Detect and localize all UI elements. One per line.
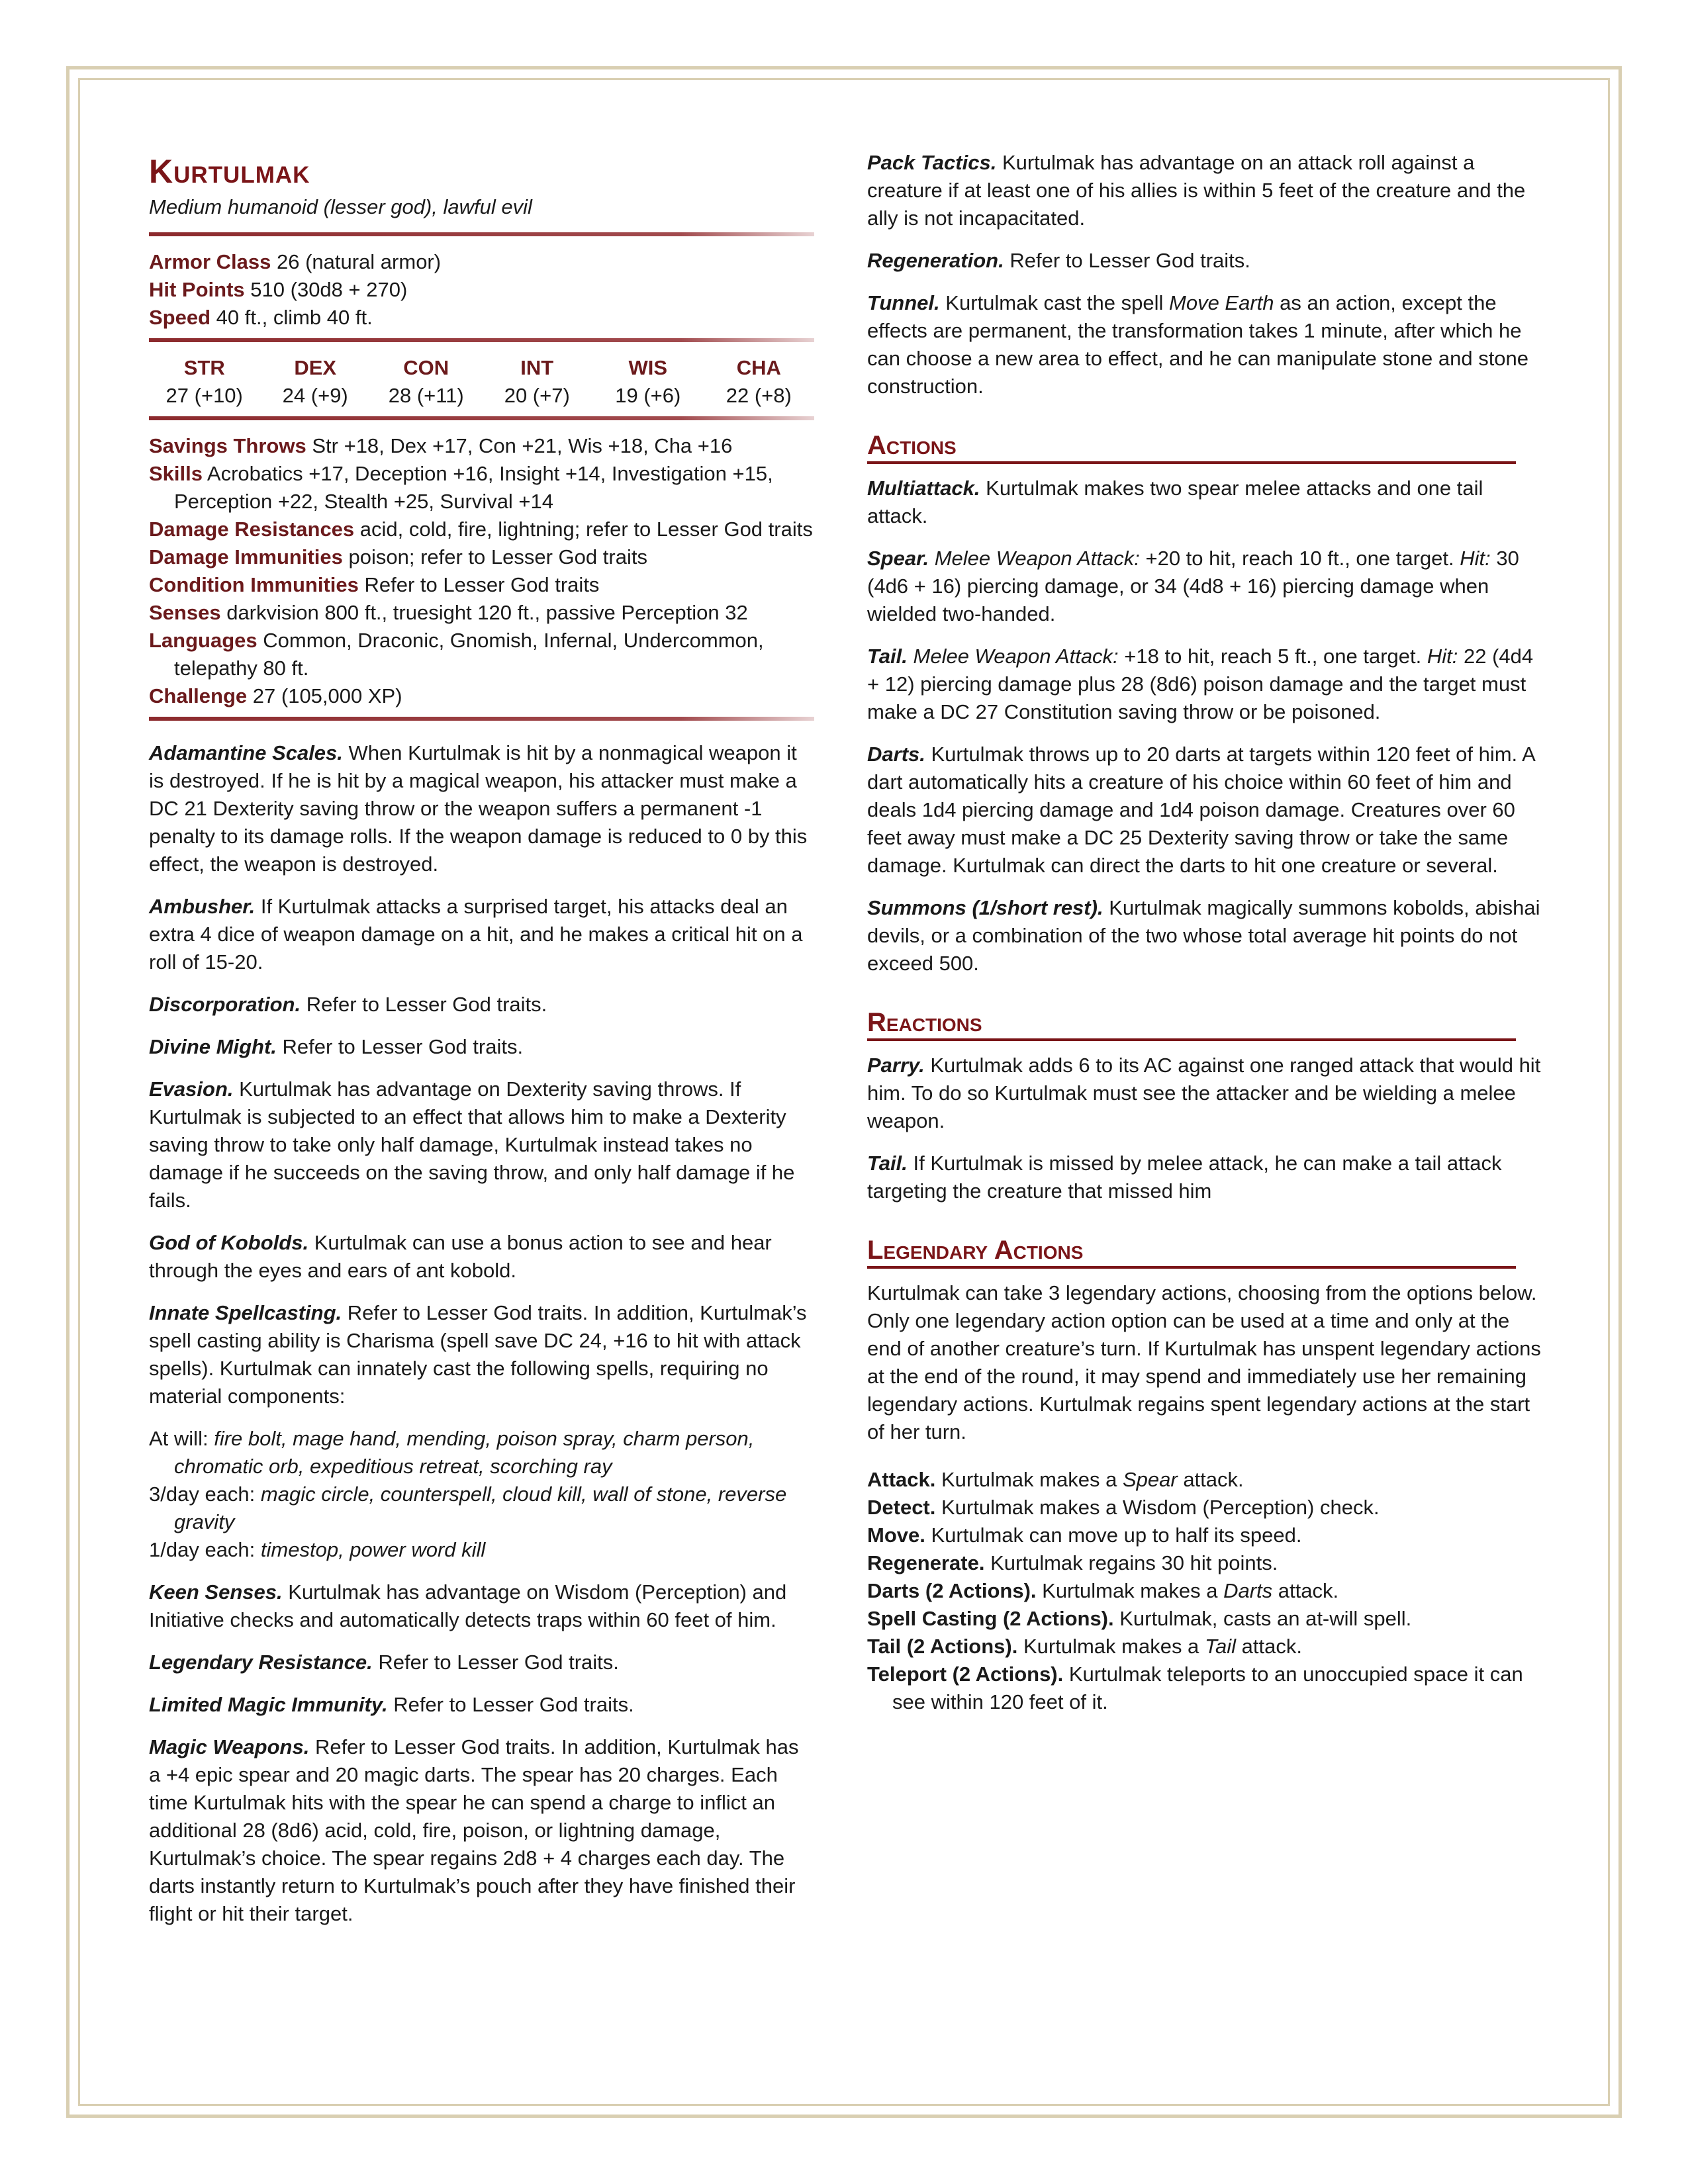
damage-immunities [149, 543, 814, 571]
spell-frequency: 3/day each: [149, 1482, 256, 1506]
damage-resistances [149, 516, 814, 543]
ability-str [149, 354, 259, 410]
trait-regeneration [867, 247, 1542, 275]
legendary-detect [867, 1494, 1542, 1522]
hit-points [149, 276, 814, 304]
legendary-tail [867, 1633, 1542, 1661]
action-text: +20 to hit, reach 10 ft., one target. [1145, 547, 1454, 570]
legendary-text: Kurtulmak, casts an at-will spell. [1119, 1607, 1412, 1630]
action-name: Darts. [867, 743, 925, 766]
prop-value: 26 (natural armor) [276, 250, 442, 273]
action-tail [867, 643, 1542, 726]
legendary-text: Kurtulmak makes a [1042, 1579, 1218, 1602]
action-name: Tail. [867, 645, 908, 668]
legendary-name: Attack. [867, 1468, 936, 1491]
legendary-text: attack. [1183, 1468, 1244, 1491]
prop-value: 40 ft., climb 40 ft. [216, 306, 373, 329]
prop-label: Languages [149, 629, 258, 652]
spell-names: magic circle, counterspell, cloud kill, wall of stone, reverse gravity [174, 1482, 787, 1533]
legendary-name: Spell Casting (2 Actions). [867, 1607, 1114, 1630]
legendary-move [867, 1522, 1542, 1549]
reaction-name: Parry. [867, 1054, 925, 1077]
trait-limited-magic-immunity [149, 1691, 814, 1719]
spell-names: timestop, power word kill [260, 1538, 486, 1561]
spell-frequency: 1/day each: [149, 1538, 256, 1561]
divider [149, 717, 814, 721]
legendary-text: attack. [1278, 1579, 1339, 1602]
action-text: 30 (4d6 + 16) piercing damage, or 34 (4d8 + 16) piercing damage when wielded two-handed. [867, 547, 1519, 625]
prop-value: poison; refer to Lesser God traits [348, 545, 647, 569]
ability-scores [149, 354, 814, 410]
trait-keen-senses [149, 1578, 814, 1634]
trait-text: If Kurtulmak attacks a surprised target, his attacks deal an extra 4 dice of weapon damage on a hit, and he makes a critical hit on a roll of 15-20. [149, 895, 803, 974]
trait-text: as an action, except the effects are permanent, the transformation takes 1 minute, after which he can choose a new area to effect, and he can manipulate stone and stone construction. [867, 291, 1529, 398]
trait-name: Magic Weapons. [149, 1735, 310, 1758]
action-name: Summons (1/short rest). [867, 896, 1103, 919]
ability-name: INT [520, 356, 554, 379]
spell-names: fire bolt, mage hand, mending, poison spray, charm person, chromatic orb, expeditious retreat, scorching ray [174, 1427, 755, 1478]
left-column [149, 149, 814, 1942]
property-list [149, 432, 814, 710]
legendary-text: Kurtulmak regains 30 hit points. [990, 1551, 1278, 1574]
trait-text: Refer to Lesser God traits. [393, 1693, 634, 1716]
hit-label: Hit: [1427, 645, 1458, 668]
trait-name: Regeneration. [867, 249, 1004, 272]
saving-throws [149, 432, 814, 460]
legendary-action-list [867, 1466, 1542, 1716]
reaction-name: Tail. [867, 1152, 908, 1175]
ability-cha [704, 354, 814, 410]
trait-name: God of Kobolds. [149, 1231, 309, 1254]
trait-text: Kurtulmak has advantage on Wisdom (Perception) and Initiative checks and automatically detects traps within 60 feet of him. [149, 1580, 787, 1631]
ability-value: 28 (+11) [388, 384, 464, 407]
ability-dex [260, 354, 371, 410]
action-text: Kurtulmak throws up to 20 darts at targets within 120 feet of him. A dart automatically hits a creature of his choice within 60 feet of him and deals 1d4 piercing damage and 1d4 poison damage. Creatures over 60 feet away must make a DC 25 Dexterity saving throw or take the same damage. Kurtulmak can direct the darts to hit one creature or several. [867, 743, 1535, 877]
trait-divine-might [149, 1033, 814, 1061]
prop-label: Damage Immunities [149, 545, 343, 569]
spell-line-at-will [149, 1425, 814, 1480]
reaction-text: If Kurtulmak is missed by melee attack, he can make a tail attack targeting the creature that missed him [867, 1152, 1502, 1203]
prop-value: 510 (30d8 + 270) [250, 278, 408, 301]
ability-wis [592, 354, 703, 410]
prop-label: Skills [149, 462, 203, 485]
armor-class [149, 248, 814, 276]
attack-type: Melee Weapon Attack: [913, 645, 1119, 668]
spell-line-3-day [149, 1480, 814, 1536]
legendary-name: Detect. [867, 1496, 936, 1519]
prop-value: Str +18, Dex +17, Con +21, Wis +18, Cha +16 [312, 434, 733, 457]
legendary-text: Kurtulmak makes a Wisdom (Perception) check. [941, 1496, 1380, 1519]
reaction-parry [867, 1052, 1542, 1135]
trait-text: Refer to Lesser God traits. [1009, 249, 1250, 272]
trait-text: Refer to Lesser God traits. [306, 993, 547, 1016]
trait-text: Refer to Lesser God traits. [378, 1651, 619, 1674]
ability-name: STR [183, 356, 225, 379]
prop-value: Common, Draconic, Gnomish, Infernal, Undercommon, telepathy 80 ft. [174, 629, 764, 680]
trait-adamantine-scales [149, 739, 814, 878]
prop-value: darkvision 800 ft., truesight 120 ft., passive Perception 32 [226, 601, 748, 624]
trait-text: When Kurtulmak is hit by a nonmagical weapon it is destroyed. If he is hit by a magical weapon, his attacker must make a DC 21 Dexterity saving throw or the weapon suffers a permanent -1 penalty to its damage rolls. If the weapon damage is reduced to 0 by this effect, the weapon is destroyed. [149, 741, 808, 876]
trait-name: Legendary Resistance. [149, 1651, 373, 1674]
ability-name: DEX [294, 356, 337, 379]
trait-magic-weapons [149, 1733, 814, 1928]
ability-name: CHA [736, 356, 781, 379]
action-multiattack [867, 475, 1542, 530]
action-name: Spear. [867, 547, 929, 570]
action-text: +18 to hit, reach 5 ft., one target. [1124, 645, 1422, 668]
speed [149, 304, 814, 332]
trait-text: Refer to Lesser God traits. [282, 1035, 524, 1058]
senses [149, 599, 814, 627]
action-text: 22 (4d4 + 12) piercing damage plus 28 (8d6) poison damage and the target must make a DC 27 Constitution saving throw or be poisoned. [867, 645, 1534, 723]
legendary-attack [867, 1466, 1542, 1494]
trait-name: Innate Spellcasting. [149, 1301, 342, 1324]
trait-legendary-resistance [149, 1649, 814, 1676]
legendary-intro: Kurtulmak can take 3 legendary actions, choosing from the options below. Only one legendary action option can be used at a time and only at the end of another creature’s turn. If Kurtulmak has unspent legendary actions at the end of the round, it may spend and immediately use her remaining legendary actions. Kurtulmak regains spent legendary actions at the start of her turn. [867, 1281, 1541, 1443]
legendary-name: Tail (2 Actions). [867, 1635, 1018, 1658]
trait-name: Ambusher. [149, 895, 256, 918]
trait-name: Tunnel. [867, 291, 940, 314]
legendary-name: Darts (2 Actions). [867, 1579, 1037, 1602]
condition-immunities [149, 571, 814, 599]
legendary-text: Kurtulmak makes a [1023, 1635, 1199, 1658]
ability-int [482, 354, 592, 410]
legendary-emphasis: Spear [1122, 1468, 1178, 1491]
languages [149, 627, 814, 682]
monster-name: Kurtulmak [149, 153, 310, 190]
ability-value: 27 (+10) [165, 384, 243, 407]
legendary-text: Kurtulmak teleports to an unoccupied space it can see within 120 feet of it. [892, 1662, 1523, 1713]
trait-name: Pack Tactics. [867, 151, 997, 174]
divider [149, 416, 814, 420]
prop-label: Savings Throws [149, 434, 306, 457]
right-column [867, 149, 1542, 1716]
trait-pack-tactics [867, 149, 1542, 232]
trait-text: Refer to Lesser God traits. In addition, Kurtulmak has a +4 epic spear and 20 magic darts. The spear has 20 charges. Each time Kurtulmak hits with the spear he can spend a charge to inflict an additional 28 (8d6) acid, cold, fire, poison, or lightning damage, Kurtulmak’s choice. The spear regains 2d8 + 4 charges each day. The darts instantly return to Kurtulmak’s pouch after they have finished their flight or hit their target. [149, 1735, 799, 1925]
reaction-tail [867, 1150, 1542, 1205]
prop-value: 27 (105,000 XP) [252, 684, 402, 707]
ability-name: CON [403, 356, 449, 379]
trait-tunnel [867, 289, 1542, 400]
prop-value: acid, cold, fire, lightning; refer to Lesser God traits [359, 518, 813, 541]
prop-label: Hit Points [149, 278, 245, 301]
legendary-name: Move. [867, 1524, 925, 1547]
prop-label: Senses [149, 601, 221, 624]
trait-text: Refer to Lesser God traits. In addition, Kurtulmak’s spell casting ability is Charisma (spell save DC 24, +16 to hit with attack spells). Kurtulmak can innately cast the following spells, requiring no material components: [149, 1301, 807, 1408]
trait-evasion [149, 1075, 814, 1214]
legendary-darts [867, 1577, 1542, 1605]
prop-label: Condition Immunities [149, 573, 359, 596]
trait-name: Evasion. [149, 1077, 234, 1101]
legendary-teleport [867, 1661, 1542, 1716]
action-darts [867, 741, 1542, 880]
spell-list [149, 1425, 814, 1564]
ability-value: 20 (+7) [504, 384, 570, 407]
prop-label: Armor Class [149, 250, 271, 273]
trait-name: Divine Might. [149, 1035, 277, 1058]
prop-value: Acrobatics +17, Deception +16, Insight +14, Investigation +15, Perception +22, Stealth +25, Survival +14 [174, 462, 773, 513]
trait-name: Adamantine Scales. [149, 741, 343, 764]
section-heading-reactions: Reactions [867, 1007, 1516, 1041]
prop-label: Speed [149, 306, 211, 329]
attack-type: Melee Weapon Attack: [934, 547, 1140, 570]
action-text: Kurtulmak makes two spear melee attacks and one tail attack. [867, 477, 1483, 527]
action-text: Kurtulmak magically summons kobolds, abishai devils, or a combination of the two whose total average hit points do not exceed 500. [867, 896, 1540, 975]
prop-value: Refer to Lesser God traits [364, 573, 600, 596]
trait-ambusher [149, 893, 814, 976]
ability-value: 19 (+6) [615, 384, 681, 407]
spell-frequency: At will: [149, 1427, 209, 1450]
action-summons [867, 894, 1542, 978]
trait-name: Keen Senses. [149, 1580, 283, 1604]
trait-text: Kurtulmak can use a bonus action to see and hear through the eyes and ears of ant kobold. [149, 1231, 772, 1282]
legendary-text: attack. [1241, 1635, 1302, 1658]
trait-name: Discorporation. [149, 993, 301, 1016]
legendary-emphasis: Darts [1223, 1579, 1273, 1602]
divider [149, 338, 814, 342]
prop-label: Damage Resistances [149, 518, 355, 541]
divider [149, 232, 814, 236]
reaction-text: Kurtulmak adds 6 to its AC against one ranged attack that would hit him. To do so Kurtulmak must see the attacker and be wielding a melee weapon. [867, 1054, 1541, 1132]
trait-innate-spellcasting [149, 1299, 814, 1410]
legendary-spell-casting [867, 1605, 1542, 1633]
legendary-emphasis: Tail [1204, 1635, 1237, 1658]
skills [149, 460, 814, 516]
hit-label: Hit: [1460, 547, 1491, 570]
trait-god-of-kobolds [149, 1229, 814, 1285]
section-heading-actions: Actions [867, 430, 1516, 464]
action-spear [867, 545, 1542, 628]
trait-name: Limited Magic Immunity. [149, 1693, 388, 1716]
legendary-name: Teleport (2 Actions). [867, 1662, 1064, 1686]
trait-text: Kurtulmak cast the spell [945, 291, 1164, 314]
ability-value: 22 (+8) [726, 384, 792, 407]
ability-value: 24 (+9) [282, 384, 348, 407]
ability-name: WIS [628, 356, 668, 379]
legendary-regenerate [867, 1549, 1542, 1577]
monster-subtitle: Medium humanoid (lesser god), lawful evil [149, 195, 532, 218]
ability-con [371, 354, 481, 410]
legendary-name: Regenerate. [867, 1551, 985, 1574]
legendary-text: Kurtulmak makes a [941, 1468, 1117, 1491]
action-name: Multiattack. [867, 477, 980, 500]
trait-text: Kurtulmak has advantage on an attack roll against a creature if at least one of his allies is within 5 feet of the creature and the ally is not incapacitated. [867, 151, 1526, 230]
spell-name: Move Earth [1169, 291, 1274, 314]
trait-discorporation [149, 991, 814, 1019]
trait-text: Kurtulmak has advantage on Dexterity saving throws. If Kurtulmak is subjected to an effect that allows him to make a Dexterity saving throw to take only half damage, Kurtulmak instead takes no damage if he succeeds on the saving throw, and only half damage if he fails. [149, 1077, 795, 1212]
legendary-text: Kurtulmak can move up to half its speed. [931, 1524, 1302, 1547]
challenge [149, 682, 814, 710]
spell-line-1-day [149, 1536, 814, 1564]
prop-label: Challenge [149, 684, 248, 707]
section-heading-legendary-actions: Legendary Actions [867, 1234, 1516, 1269]
